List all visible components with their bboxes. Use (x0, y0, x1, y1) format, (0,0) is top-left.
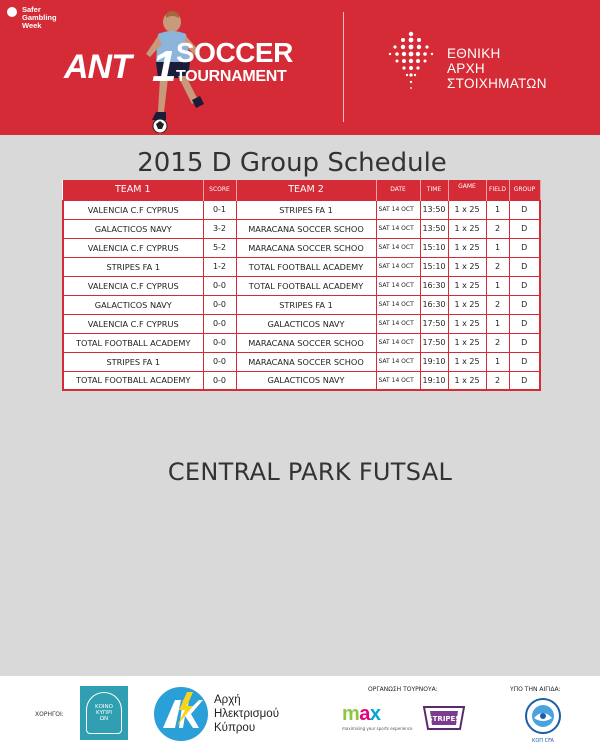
cell-group: D (509, 314, 540, 333)
ant1-logo (64, 42, 176, 91)
sgw-line: Week (22, 21, 42, 30)
cell-time: 19:10 (420, 371, 448, 390)
cell-game: 1 x 25 (448, 257, 486, 276)
max-logo (342, 704, 381, 724)
cell-date: SAT 14 OCT (376, 200, 420, 219)
cell-team1: VALENCIA C.F CYPRUS (63, 200, 203, 219)
cell-field: 1 (486, 314, 509, 333)
cell-game: 1 x 25 (448, 352, 486, 371)
cell-game: 1 x 25 (448, 238, 486, 257)
max-logo-m: m (342, 703, 360, 725)
cell-team1: TOTAL FOOTBALL ACADEMY (63, 371, 203, 390)
eas-logo-text (447, 46, 547, 91)
table-row (63, 238, 540, 257)
cell-date: SAT 14 OCT (376, 257, 420, 276)
table-row (63, 371, 540, 390)
column-header-field: FIELD (486, 180, 509, 200)
page-title: 2015 D Group Schedule (137, 148, 447, 178)
cell-date: SAT 14 OCT (376, 314, 420, 333)
cell-date: SAT 14 OCT (376, 371, 420, 390)
ant-brand-text: ANT (64, 48, 131, 86)
cell-score: 3-2 (203, 219, 236, 238)
cell-date: SAT 14 OCT (376, 238, 420, 257)
cell-score: 0-0 (203, 276, 236, 295)
cell-team1: GALACTICOS NAVY (63, 295, 203, 314)
ahk-line: Ηλεκτρισμού (214, 708, 279, 720)
ahk-line: Κύπρου (214, 722, 256, 734)
aegis-label: ΥΠΟ ΤΗΝ ΑΙΓΙΔΑ: (510, 686, 561, 693)
circle-icon (7, 7, 17, 17)
tournament-title: TOURNAMENT (176, 68, 287, 85)
cell-team2: MARACANA SOCCER SCHOO (236, 333, 376, 352)
eas-line: ΑΡΧΗ (447, 61, 485, 76)
column-header-group: GROUP (509, 180, 540, 200)
cfa-text: ΚΟΠ CFA (532, 738, 554, 744)
cell-group: D (509, 219, 540, 238)
column-header-date: DATE (376, 180, 420, 200)
cell-team1: GALACTICOS NAVY (63, 219, 203, 238)
cell-game: 1 x 25 (448, 276, 486, 295)
table-row (63, 276, 540, 295)
cell-team2: MARACANA SOCCER SCHOO (236, 219, 376, 238)
cell-date: SAT 14 OCT (376, 276, 420, 295)
cell-team2: MARACANA SOCCER SCHOO (236, 352, 376, 371)
cell-date: SAT 14 OCT (376, 295, 420, 314)
schedule-table (62, 180, 541, 391)
cell-team1: STRIPES FA 1 (63, 352, 203, 371)
ant-one-text: 1 (152, 42, 176, 91)
cell-time: 15:10 (420, 238, 448, 257)
column-header-time: TIME (420, 180, 448, 200)
table-row (63, 200, 540, 219)
cell-game: 1 x 25 (448, 333, 486, 352)
cell-group: D (509, 352, 540, 371)
cell-group: D (509, 200, 540, 219)
column-header-team1: TEAM 1 (63, 180, 203, 200)
column-header-score: SCORE (203, 180, 236, 200)
stripes-logo (420, 703, 468, 733)
cell-score: 0-0 (203, 295, 236, 314)
stripes-logo-text: STRIPES (427, 715, 461, 723)
cell-score: 5-2 (203, 238, 236, 257)
cell-field: 1 (486, 352, 509, 371)
cell-field: 2 (486, 219, 509, 238)
cell-game: 1 x 25 (448, 219, 486, 238)
cell-score: 0-0 (203, 352, 236, 371)
cell-game: 1 x 25 (448, 200, 486, 219)
cell-group: D (509, 333, 540, 352)
sgw-line: Safer (22, 5, 41, 14)
koino-kyprion-logo (80, 686, 128, 740)
cell-game: 1 x 25 (448, 371, 486, 390)
cell-team2: GALACTICOS NAVY (236, 314, 376, 333)
cell-team1: TOTAL FOOTBALL ACADEMY (63, 333, 203, 352)
table-row (63, 314, 540, 333)
cell-score: 0-0 (203, 314, 236, 333)
eas-line: ΕΘΝΙΚΗ (447, 46, 501, 61)
table-row (63, 219, 540, 238)
max-logo-x: x (369, 703, 381, 725)
koino-line: ΚΟΙΝΟ (94, 704, 113, 710)
sponsors-footer (0, 676, 600, 750)
cell-score: 0-0 (203, 371, 236, 390)
koino-line: ΚΥΠΡΙ (95, 710, 113, 716)
max-logo-a: a (359, 703, 370, 725)
cell-time: 16:30 (420, 295, 448, 314)
cell-game: 1 x 25 (448, 314, 486, 333)
column-header-game: GAME (448, 180, 486, 200)
column-header-team2: TEAM 2 (236, 180, 376, 200)
cell-score: 1-2 (203, 257, 236, 276)
table-header-row (63, 180, 540, 200)
header-divider (343, 12, 344, 122)
cell-team2: STRIPES FA 1 (236, 200, 376, 219)
cell-group: D (509, 257, 540, 276)
koino-line: ΩΝ (99, 716, 109, 722)
sgw-line: Gambling (22, 13, 57, 22)
venue-name: CENTRAL PARK FUTSAL (167, 458, 453, 486)
cell-time: 15:10 (420, 257, 448, 276)
cell-group: D (509, 371, 540, 390)
cell-team1: VALENCIA C.F CYPRUS (63, 314, 203, 333)
table-row (63, 333, 540, 352)
cell-group: D (509, 295, 540, 314)
cell-field: 1 (486, 276, 509, 295)
cell-group: D (509, 276, 540, 295)
cell-game: 1 x 25 (448, 295, 486, 314)
cell-team1: VALENCIA C.F CYPRUS (63, 238, 203, 257)
cell-field: 1 (486, 238, 509, 257)
cell-field: 2 (486, 257, 509, 276)
cell-date: SAT 14 OCT (376, 219, 420, 238)
safer-gambling-week-logo (7, 6, 57, 30)
ahk-logo-text (214, 693, 279, 735)
eas-dots-logo (386, 30, 436, 90)
cell-time: 13:50 (420, 219, 448, 238)
cell-group: D (509, 238, 540, 257)
max-tagline: maximising your sports experience (342, 726, 413, 731)
cell-team2: TOTAL FOOTBALL ACADEMY (236, 276, 376, 295)
table-row (63, 352, 540, 371)
cell-score: 0-0 (203, 333, 236, 352)
cell-time: 16:30 (420, 276, 448, 295)
sponsors-label: ΧΟΡΗΓΟΙ: (35, 711, 64, 718)
cell-team2: TOTAL FOOTBALL ACADEMY (236, 257, 376, 276)
ahk-logo-icon (153, 686, 209, 742)
cfa-logo-icon (525, 698, 561, 734)
cell-date: SAT 14 OCT (376, 333, 420, 352)
table-row (63, 257, 540, 276)
header-banner (0, 0, 600, 135)
cell-time: 19:10 (420, 352, 448, 371)
organizer-label: ΟΡΓΑΝΩΣΗ ΤΟΥΡΝΟΥΑ: (368, 686, 438, 693)
cell-team1: VALENCIA C.F CYPRUS (63, 276, 203, 295)
eas-line: ΣΤΟΙΧΗΜΑΤΩΝ (447, 76, 547, 91)
cell-time: 17:50 (420, 314, 448, 333)
ahk-line: Αρχή (214, 694, 241, 706)
cell-team1: STRIPES FA 1 (63, 257, 203, 276)
cell-time: 13:50 (420, 200, 448, 219)
cell-field: 2 (486, 371, 509, 390)
cell-score: 0-1 (203, 200, 236, 219)
cell-team2: GALACTICOS NAVY (236, 371, 376, 390)
cell-team2: MARACANA SOCCER SCHOO (236, 238, 376, 257)
soccer-title: SOCCER (176, 37, 293, 68)
cell-time: 17:50 (420, 333, 448, 352)
cell-field: 1 (486, 200, 509, 219)
cell-date: SAT 14 OCT (376, 352, 420, 371)
cell-team2: STRIPES FA 1 (236, 295, 376, 314)
table-row (63, 295, 540, 314)
cell-field: 2 (486, 333, 509, 352)
cell-field: 2 (486, 295, 509, 314)
